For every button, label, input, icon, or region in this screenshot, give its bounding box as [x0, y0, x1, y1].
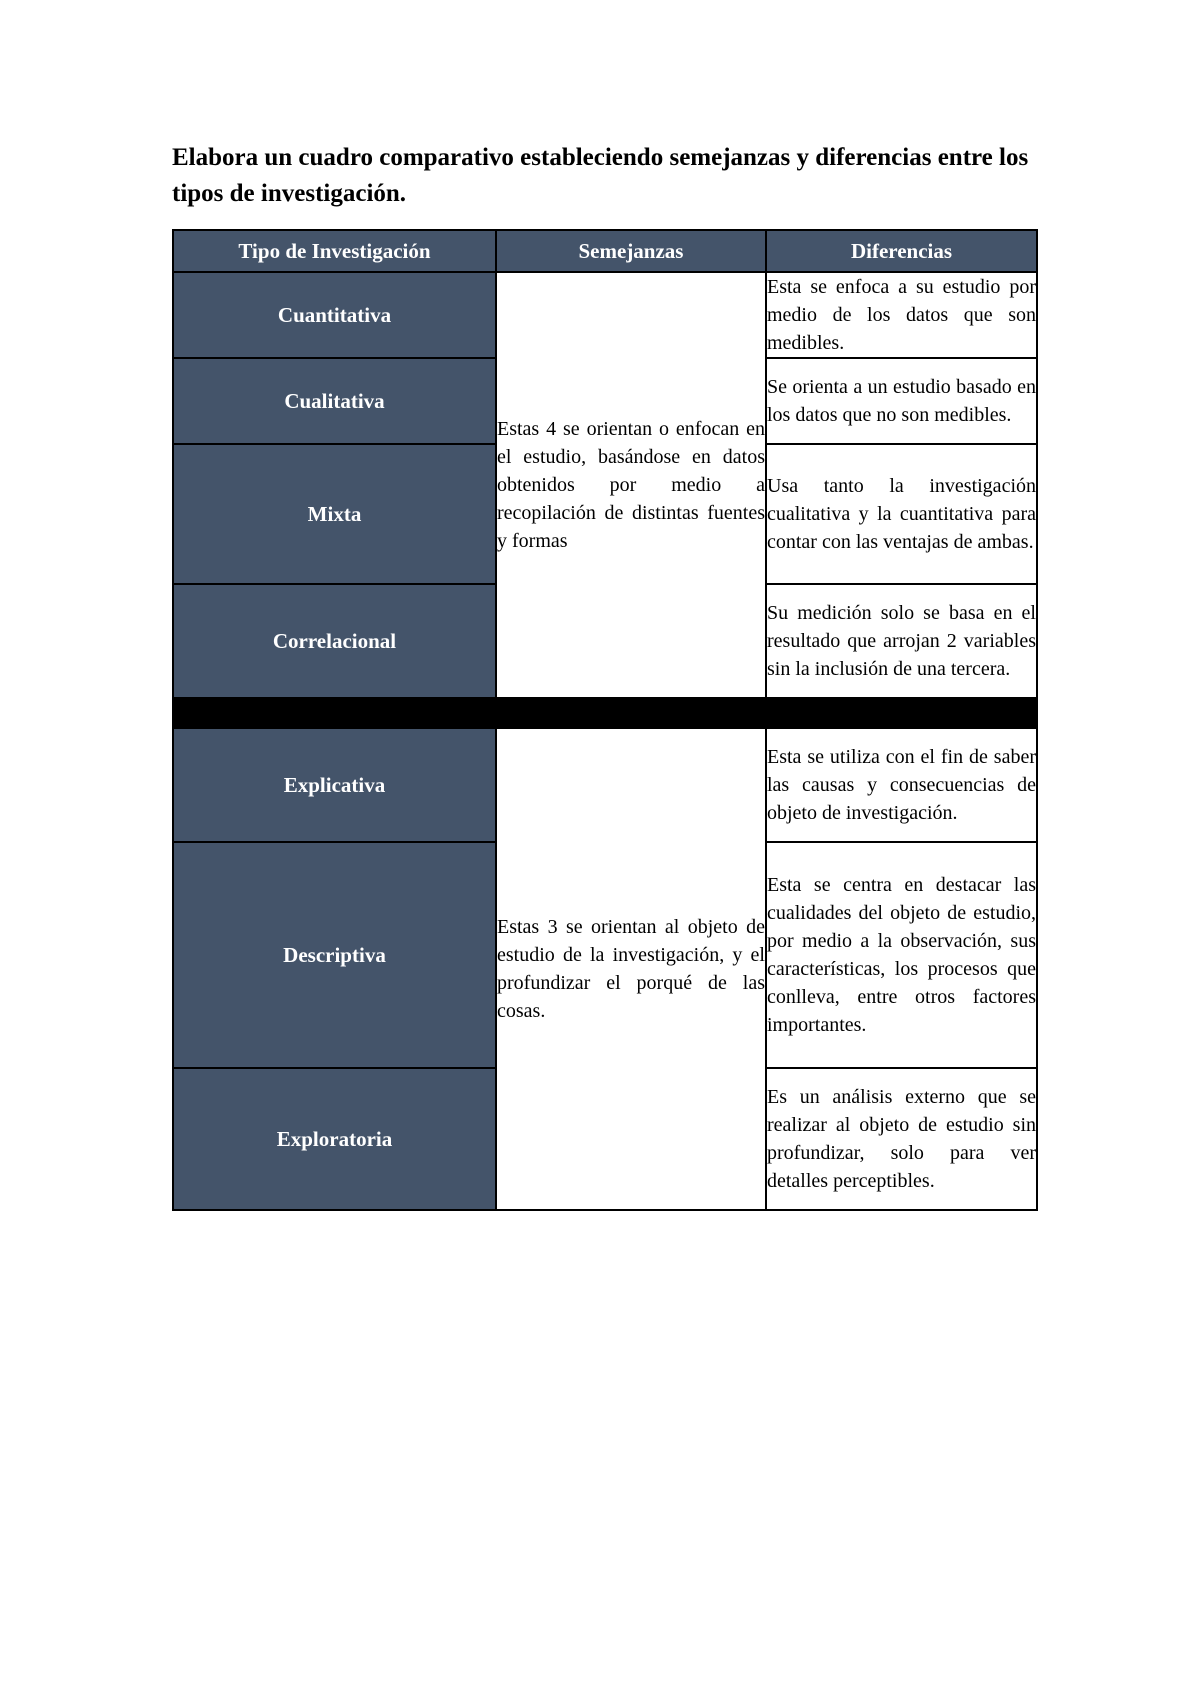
- type-cell: Cualitativa: [173, 358, 496, 444]
- difference-cell: Esta se utiliza con el fin de saber las causas y consecuencias de objeto de investigación.: [766, 728, 1037, 842]
- difference-cell: Esta se enfoca a su estudio por medio de los datos que son medibles.: [766, 272, 1037, 358]
- difference-cell: Es un análisis externo que se realizar al objeto de estudio sin profundizar, solo para ver detalles perceptibles.: [766, 1068, 1037, 1210]
- similarities-cell-group2: Estas 3 se orientan al objeto de estudio de la investigación, y el profundizar el porqué de las cosas.: [496, 728, 766, 1210]
- black-divider: [173, 698, 1037, 728]
- type-cell: Descriptiva: [173, 842, 496, 1068]
- difference-cell: Esta se centra en destacar las cualidades del objeto de estudio, por medio a la observación, sus características, los procesos que conlleva, entre otros factores importantes.: [766, 842, 1037, 1068]
- type-cell: Correlacional: [173, 584, 496, 698]
- header-diferencias: Diferencias: [766, 230, 1037, 272]
- table-row: [173, 728, 1037, 842]
- table-header-row: [173, 230, 1037, 272]
- type-cell: Explicativa: [173, 728, 496, 842]
- difference-cell: Su medición solo se basa en el resultado que arrojan 2 variables sin la inclusión de una tercera.: [766, 584, 1037, 698]
- page-title: Elabora un cuadro comparativo estableciendo semejanzas y diferencias entre los tipos de investigación.: [172, 144, 1029, 207]
- difference-cell: Se orienta a un estudio basado en los datos que no son medibles.: [766, 358, 1037, 444]
- header-tipo: Tipo de Investigación: [173, 230, 496, 272]
- difference-cell: Usa tanto la investigación cualitativa y la cuantitativa para contar con las ventajas de ambas.: [766, 444, 1037, 584]
- type-cell: Cuantitativa: [173, 272, 496, 358]
- comparison-table: [172, 229, 1038, 1211]
- header-semejanzas: Semejanzas: [496, 230, 766, 272]
- type-cell: Mixta: [173, 444, 496, 584]
- similarities-cell-group1: Estas 4 se orientan o enfocan en el estudio, basándose en datos obtenidos por medio a recopilación de distintas fuentes y formas: [496, 272, 766, 698]
- divider-row: [173, 698, 1037, 728]
- table-row: [173, 272, 1037, 358]
- type-cell: Exploratoria: [173, 1068, 496, 1210]
